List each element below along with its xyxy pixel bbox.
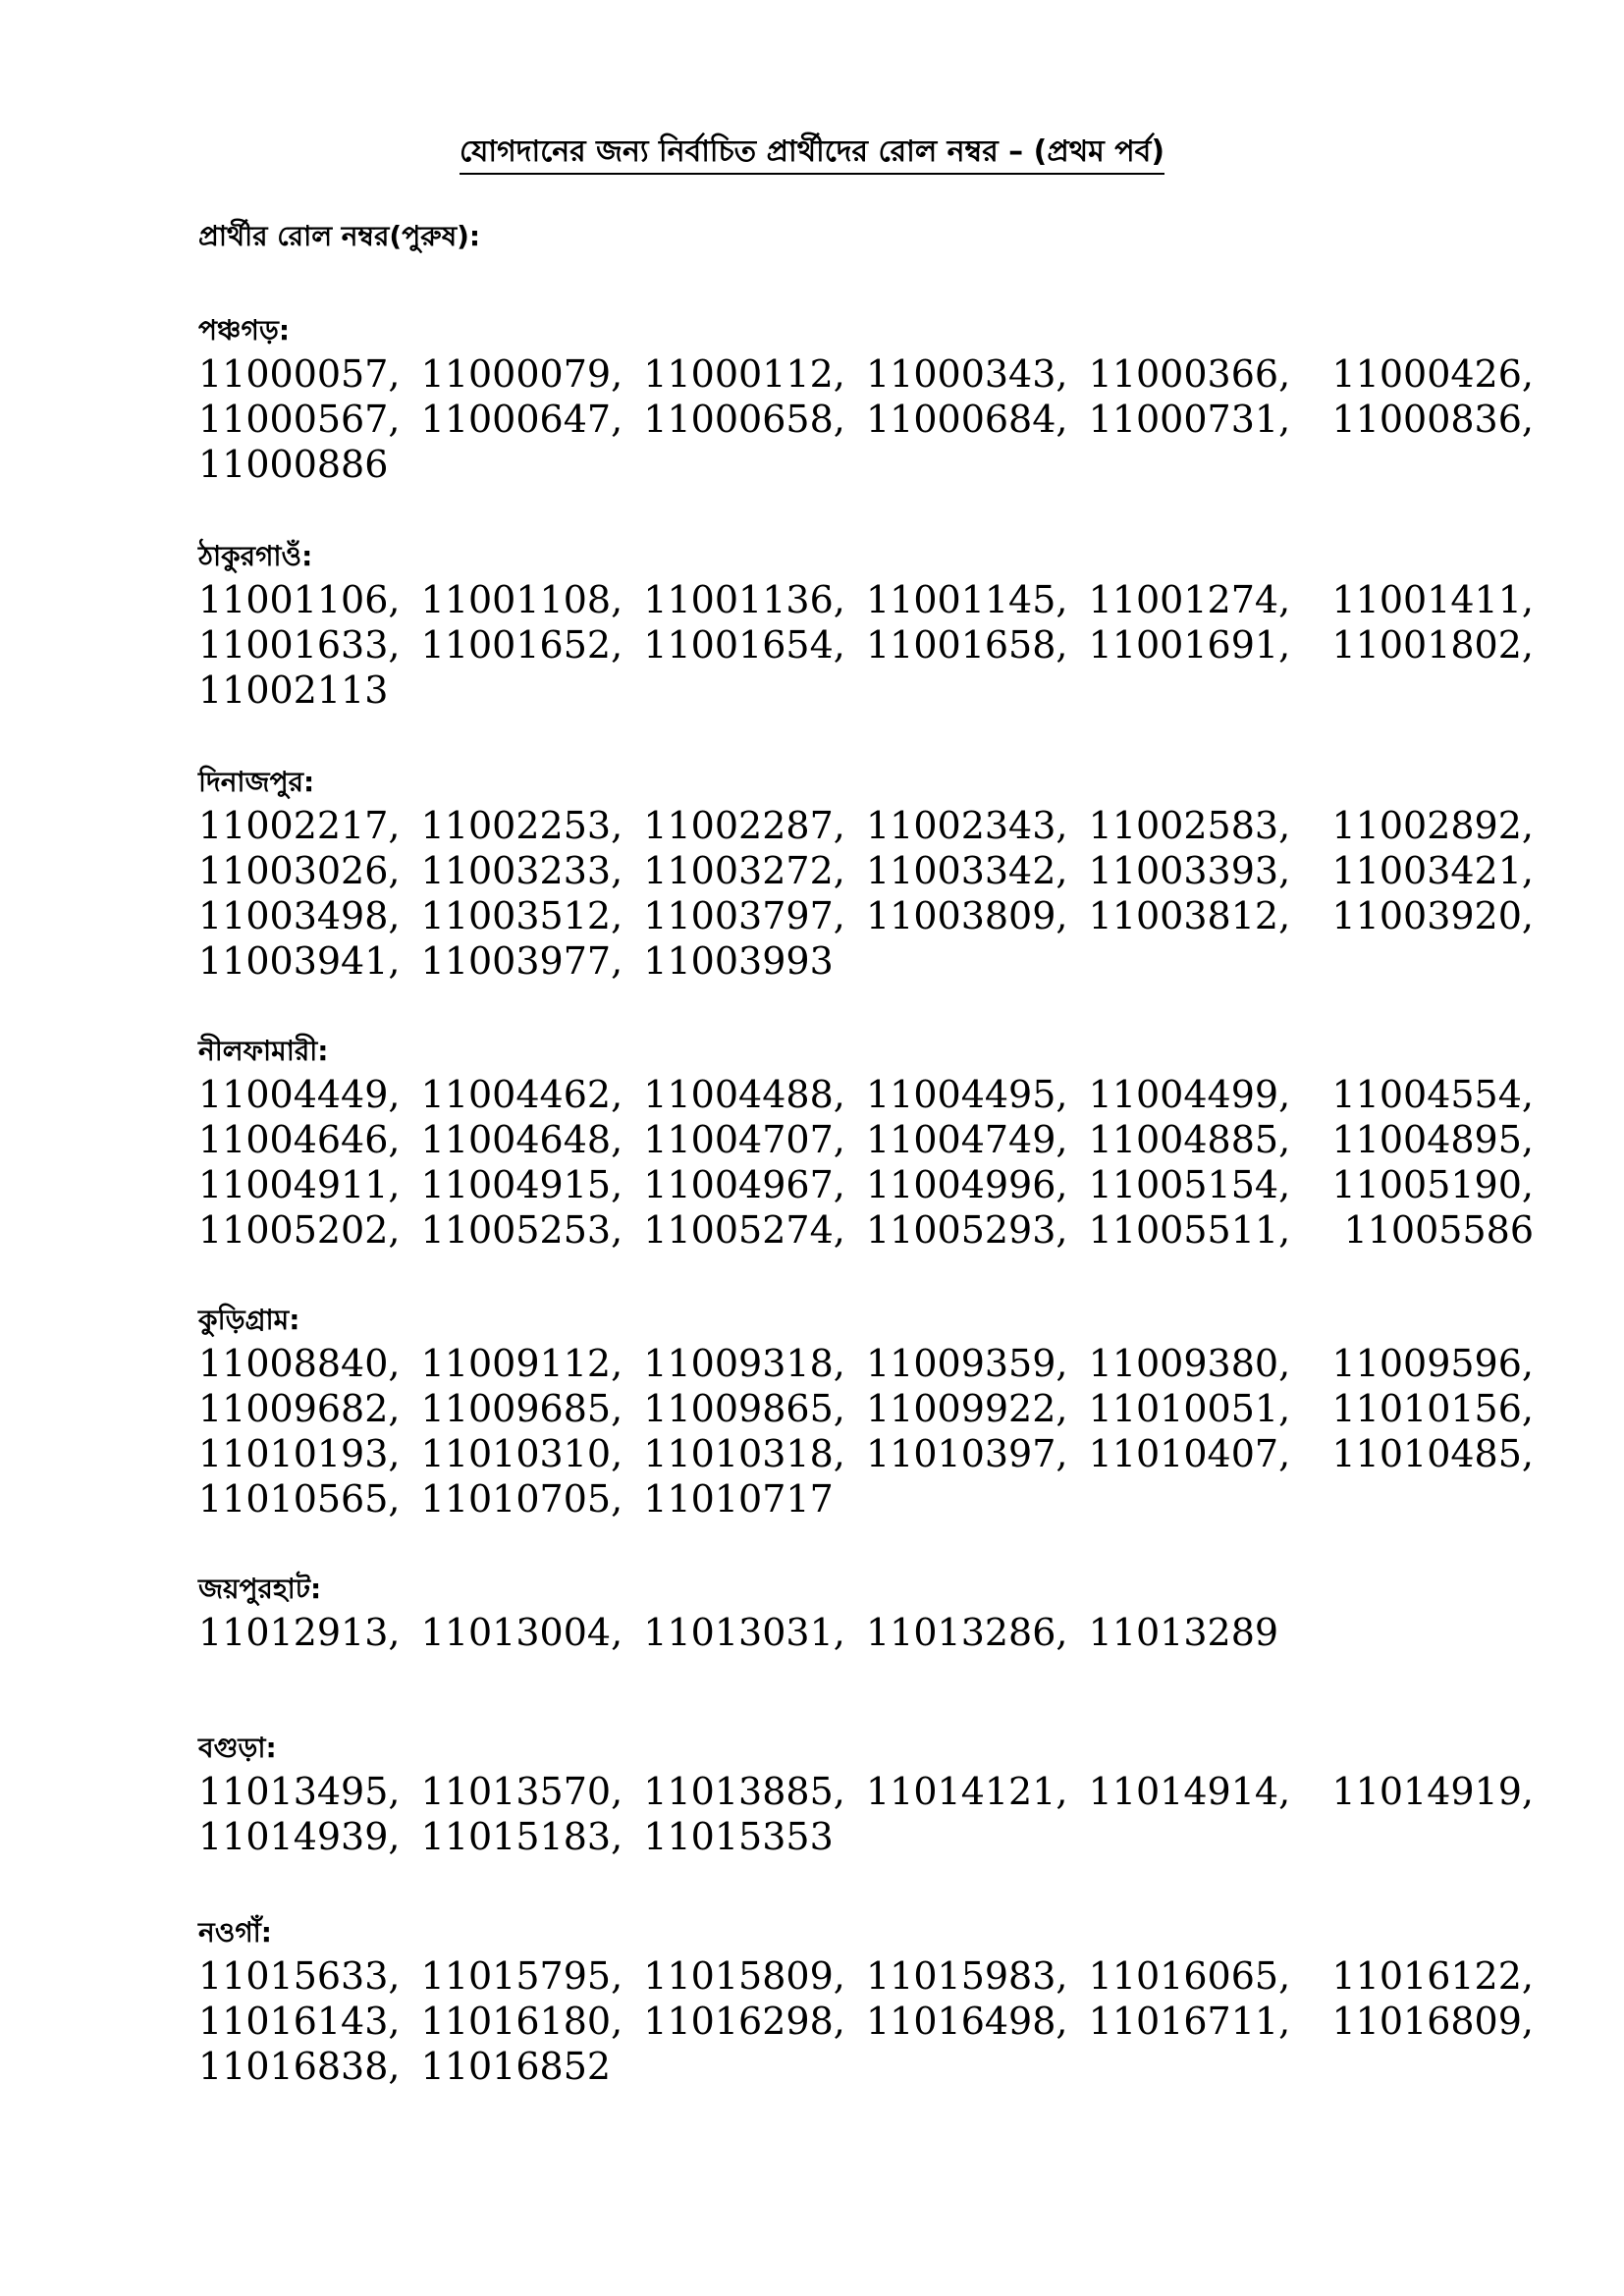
roll-number: 11016809, [1331, 2000, 1534, 2043]
district-name: বগুড়া: [198, 1732, 277, 1764]
roll-number: 11000647, [420, 398, 623, 441]
roll-number: 11015633, [198, 1954, 401, 1998]
roll-number: 11010565, [198, 1477, 401, 1521]
roll-number-list [198, 1610, 1534, 1655]
roll-number: 11010717 [643, 1477, 834, 1521]
roll-number: 11013004, [420, 1611, 623, 1654]
roll-number: 11003993 [643, 939, 834, 983]
roll-number: 11010485, [1331, 1432, 1534, 1475]
roll-number: 11014939, [198, 1815, 401, 1858]
roll-number: 11009112, [420, 1342, 623, 1385]
roll-number: 11000684, [866, 398, 1068, 441]
district-name: দিনাজপুর: [198, 766, 315, 798]
roll-number: 11013286, [866, 1611, 1068, 1654]
roll-number-list [198, 1341, 1534, 1522]
roll-number: 11000057, [198, 352, 401, 396]
roll-number: 11016298, [643, 2000, 845, 2043]
roll-number: 11003920, [1331, 894, 1534, 937]
roll-number-list [198, 577, 1534, 713]
roll-number: 11004915, [420, 1163, 623, 1206]
roll-number: 11010193, [198, 1432, 401, 1475]
roll-number-list [198, 803, 1534, 984]
roll-number: 11010705, [420, 1477, 623, 1521]
roll-number: 11000567, [198, 398, 401, 441]
roll-number: 11014914, [1088, 1770, 1291, 1813]
district-name: কুড়িগ্রাম: [198, 1304, 300, 1336]
roll-number: 11004895, [1331, 1118, 1534, 1161]
roll-number: 11003941, [198, 939, 401, 983]
roll-number: 11003512, [420, 894, 623, 937]
roll-number: 11002217, [198, 804, 401, 847]
district-section [198, 764, 1534, 984]
roll-number: 11005293, [866, 1208, 1068, 1252]
roll-number: 11003797, [643, 894, 845, 937]
roll-number: 11000079, [420, 352, 623, 396]
roll-number: 11004449, [198, 1073, 401, 1116]
roll-number: 11016852 [420, 2045, 612, 2088]
roll-number: 11001652, [420, 623, 623, 667]
roll-number: 11000112, [643, 352, 845, 396]
roll-number: 11010051, [1088, 1387, 1291, 1430]
roll-number: 11005154, [1088, 1163, 1291, 1206]
roll-number: 11001145, [866, 578, 1068, 621]
roll-number: 11012913, [198, 1611, 401, 1654]
page-title-text: যোগদানের জন্য নির্বাচিত প্রার্থীদের রোল নম্বর – (প্রথম পর্ব) [460, 133, 1164, 175]
roll-number: 11014919, [1331, 1770, 1534, 1813]
roll-number: 11001691, [1088, 623, 1291, 667]
roll-number: 11015353 [643, 1815, 834, 1858]
roll-number: 11004646, [198, 1118, 401, 1161]
roll-number: 11001106, [198, 578, 401, 621]
roll-number: 11003026, [198, 849, 401, 892]
roll-number: 11015795, [420, 1954, 623, 1998]
roll-number: 11015809, [643, 1954, 845, 1998]
roll-number: 11002343, [866, 804, 1068, 847]
roll-number: 11001136, [643, 578, 845, 621]
district-section [198, 538, 1534, 713]
roll-number: 11005253, [420, 1208, 623, 1252]
roll-number: 11016498, [866, 2000, 1068, 2043]
roll-number: 11003421, [1331, 849, 1534, 892]
roll-number: 11003812, [1088, 894, 1291, 937]
roll-number: 11009359, [866, 1342, 1068, 1385]
roll-number: 11001802, [1331, 623, 1534, 667]
roll-number-list [198, 351, 1534, 487]
roll-number: 11000366, [1088, 352, 1291, 396]
district-section [198, 1302, 1534, 1522]
roll-number: 11016180, [420, 2000, 623, 2043]
roll-number: 11004488, [643, 1073, 845, 1116]
roll-number: 11009682, [198, 1387, 401, 1430]
roll-number: 11005202, [198, 1208, 401, 1252]
roll-number: 11004554, [1331, 1073, 1534, 1116]
roll-number: 11003342, [866, 849, 1068, 892]
roll-number: 11009685, [420, 1387, 623, 1430]
roll-number: 11003498, [198, 894, 401, 937]
roll-number: 11000426, [1331, 352, 1534, 396]
district-name: নওগাঁ: [198, 1916, 272, 1949]
roll-number: 11003977, [420, 939, 623, 983]
roll-number: 11014121, [866, 1770, 1068, 1813]
roll-number: 11013885, [643, 1770, 845, 1813]
district-section [198, 1033, 1534, 1253]
district-section [198, 1730, 1534, 1859]
roll-number: 11004749, [866, 1118, 1068, 1161]
roll-number: 11000658, [643, 398, 845, 441]
roll-number: 11005190, [1331, 1163, 1534, 1206]
roll-number: 11005586 [1343, 1208, 1534, 1252]
section-subtitle: প্রার্থীর রোল নম্বর(পুরুষ): [198, 220, 481, 252]
roll-number: 11002892, [1331, 804, 1534, 847]
district-name: জয়পুরহাট: [198, 1573, 322, 1605]
roll-number: 11002583, [1088, 804, 1291, 847]
roll-number: 11004648, [420, 1118, 623, 1161]
roll-number: 11016711, [1088, 2000, 1291, 2043]
roll-number: 11001633, [198, 623, 401, 667]
roll-number: 11010310, [420, 1432, 623, 1475]
roll-number: 11000836, [1331, 398, 1534, 441]
roll-number: 11010156, [1331, 1387, 1534, 1430]
roll-number: 11010318, [643, 1432, 845, 1475]
roll-number: 11001108, [420, 578, 623, 621]
roll-number: 11003809, [866, 894, 1068, 937]
roll-number: 11009380, [1088, 1342, 1291, 1385]
roll-number: 11004885, [1088, 1118, 1291, 1161]
roll-number-list [198, 1072, 1534, 1253]
roll-number: 11009922, [866, 1387, 1068, 1430]
roll-number: 11003393, [1088, 849, 1291, 892]
district-section [198, 1571, 1534, 1655]
roll-number: 11000343, [866, 352, 1068, 396]
roll-number: 11010397, [866, 1432, 1068, 1475]
roll-number: 11003233, [420, 849, 623, 892]
district-name: নীলফামারী: [198, 1035, 329, 1067]
roll-number: 11016065, [1088, 1954, 1291, 1998]
roll-number: 11002253, [420, 804, 623, 847]
district-section [198, 312, 1534, 487]
district-name: পঞ্চগড়: [198, 314, 291, 347]
roll-number: 11005511, [1088, 1208, 1291, 1252]
roll-number: 11013289 [1088, 1611, 1279, 1654]
roll-number: 11004462, [420, 1073, 623, 1116]
roll-number: 11013570, [420, 1770, 623, 1813]
roll-number: 11008840, [198, 1342, 401, 1385]
district-name: ঠাকুরগাওঁ: [198, 540, 313, 572]
roll-number: 11004495, [866, 1073, 1068, 1116]
roll-number: 11002287, [643, 804, 845, 847]
roll-number: 11015983, [866, 1954, 1068, 1998]
roll-number: 11016122, [1331, 1954, 1534, 1998]
roll-number: 11004996, [866, 1163, 1068, 1206]
roll-number: 11001274, [1088, 578, 1291, 621]
roll-number: 11004967, [643, 1163, 845, 1206]
roll-number: 11000731, [1088, 398, 1291, 441]
roll-number: 11009318, [643, 1342, 845, 1385]
roll-number: 11004707, [643, 1118, 845, 1161]
roll-number: 11010407, [1088, 1432, 1291, 1475]
roll-number-list [198, 1769, 1534, 1859]
roll-number: 11003272, [643, 849, 845, 892]
roll-number: 11002113 [198, 668, 389, 712]
roll-number: 11001658, [866, 623, 1068, 667]
district-section [198, 1914, 1534, 2089]
page-title [0, 133, 1624, 175]
roll-number: 11016143, [198, 2000, 401, 2043]
roll-number: 11009596, [1331, 1342, 1534, 1385]
roll-number: 11004499, [1088, 1073, 1291, 1116]
roll-number: 11000886 [198, 443, 389, 486]
roll-number: 11004911, [198, 1163, 401, 1206]
roll-number: 11009865, [643, 1387, 845, 1430]
roll-number: 11001411, [1331, 578, 1534, 621]
roll-number: 11001654, [643, 623, 845, 667]
roll-number: 11013031, [643, 1611, 845, 1654]
roll-number: 11005274, [643, 1208, 845, 1252]
roll-number: 11016838, [198, 2045, 401, 2088]
roll-number-list [198, 1953, 1534, 2089]
roll-number: 11013495, [198, 1770, 401, 1813]
roll-number: 11015183, [420, 1815, 623, 1858]
